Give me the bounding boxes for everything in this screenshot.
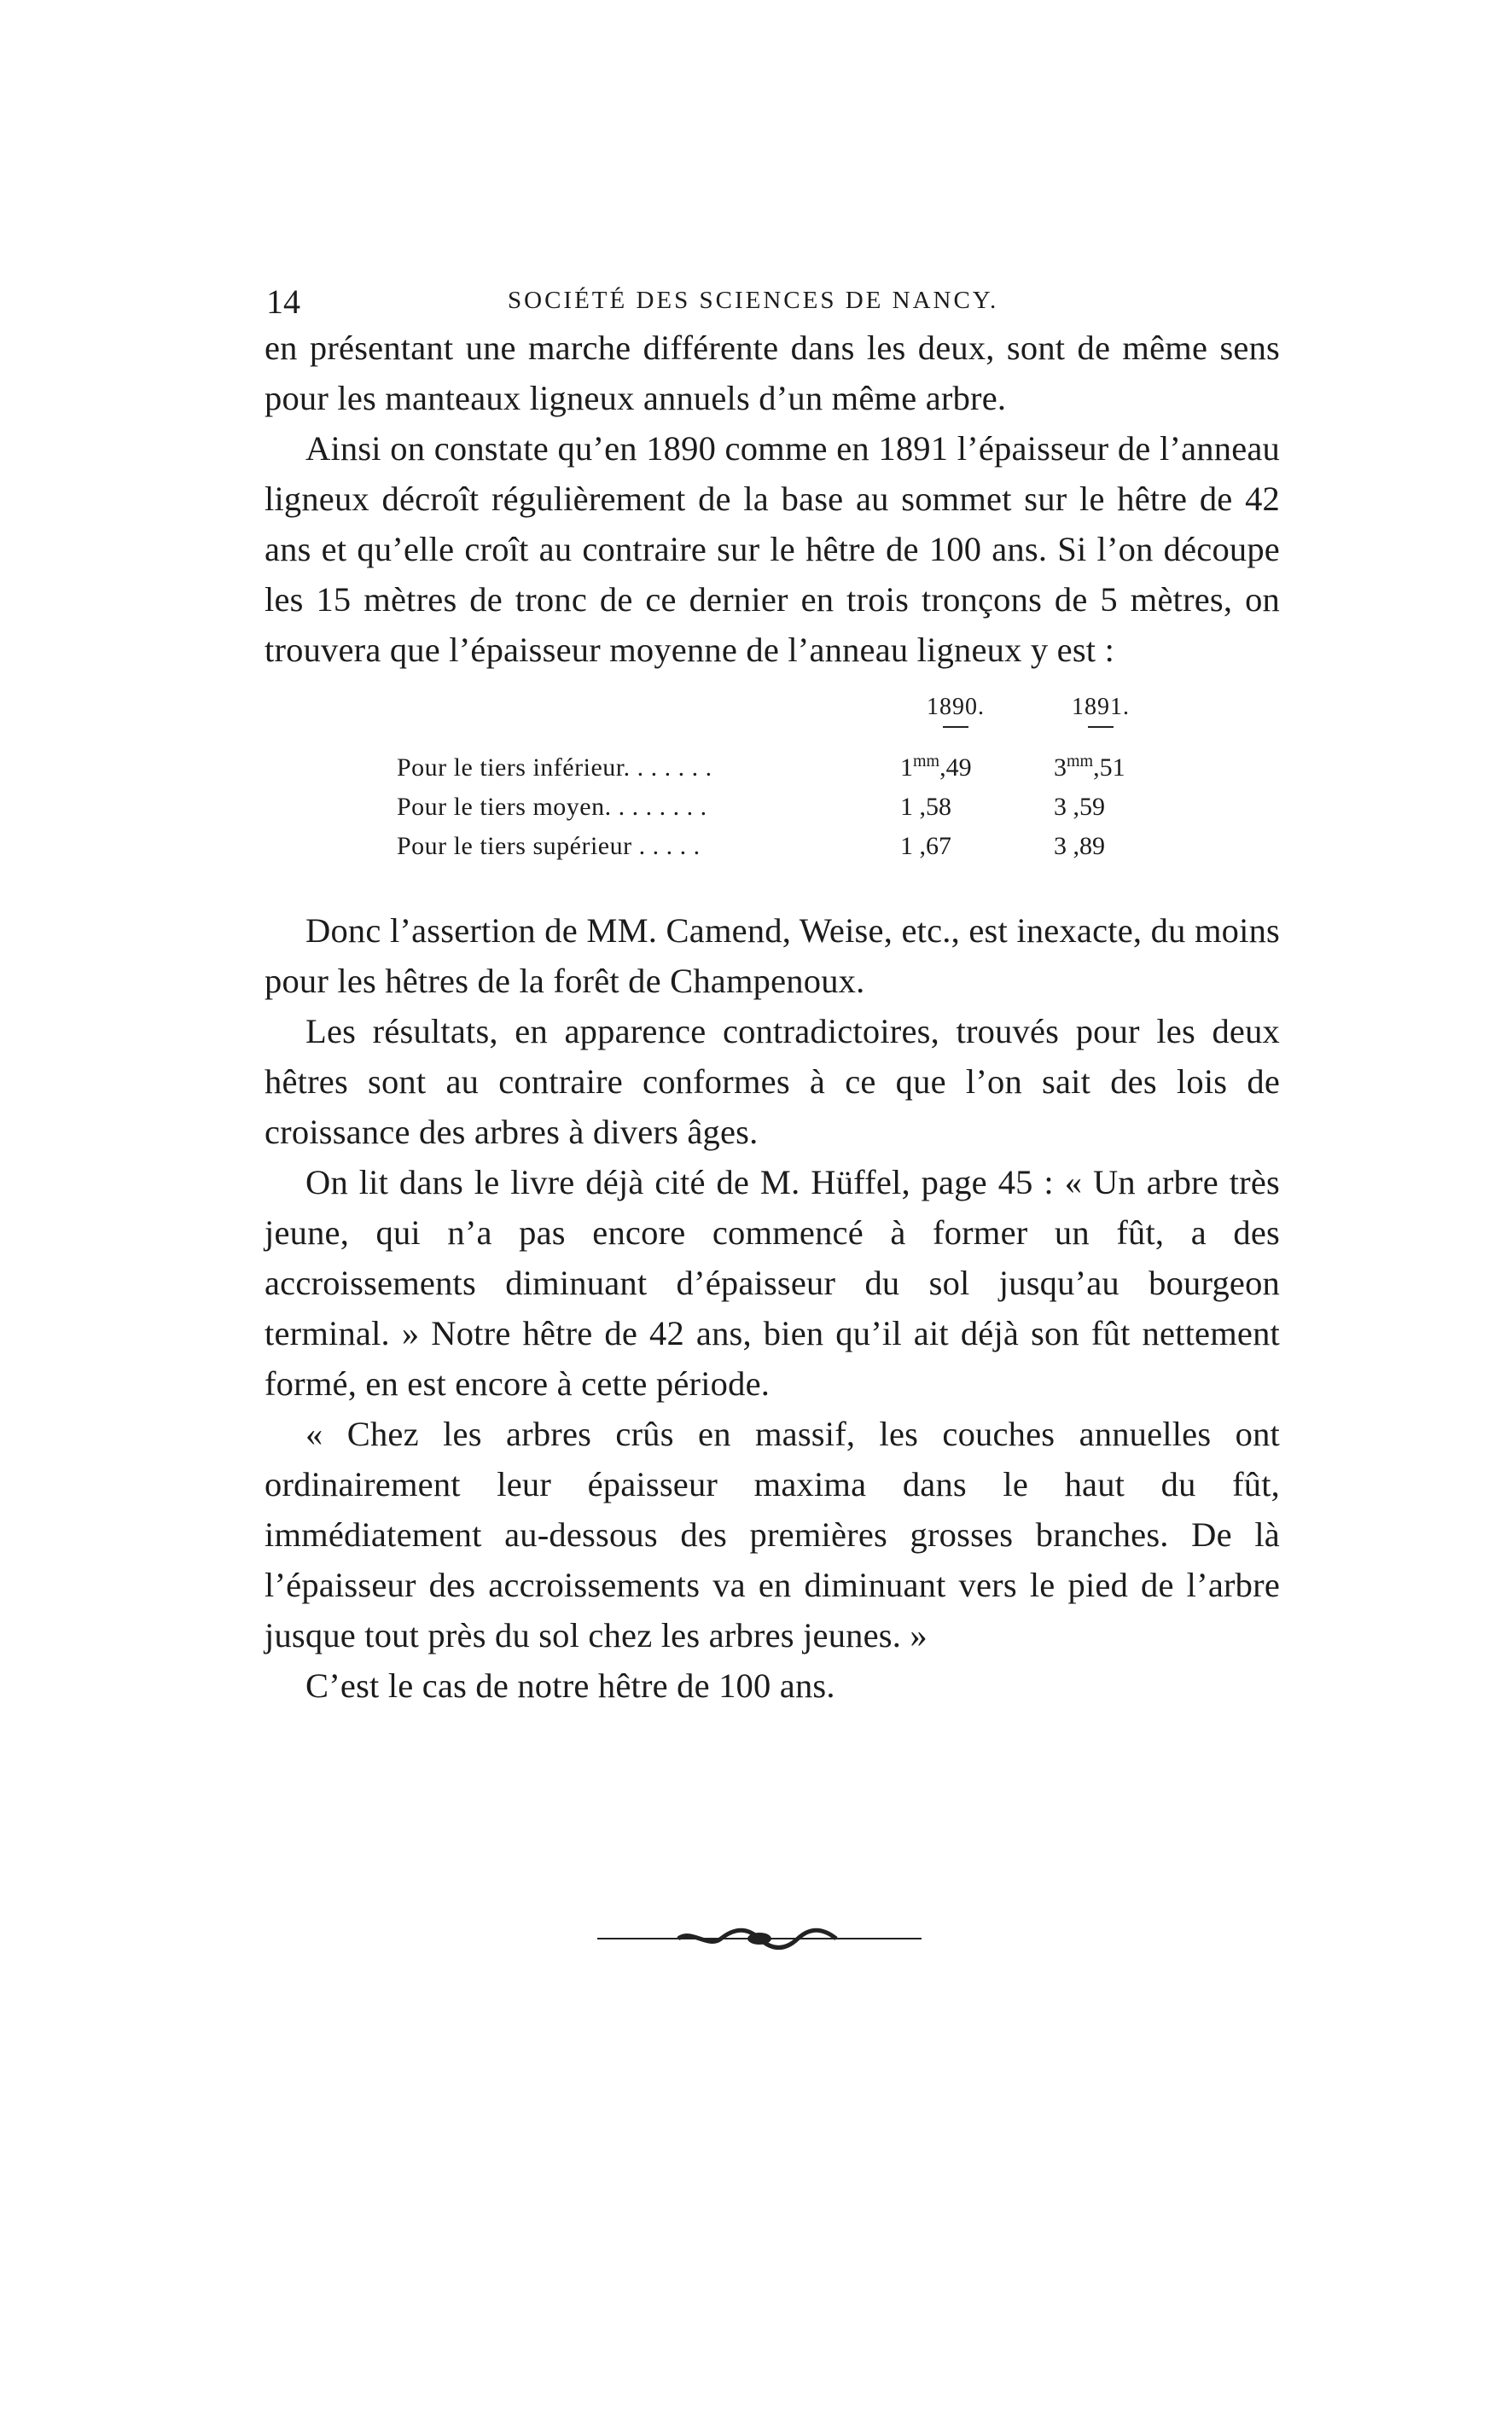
- column-header-1891: 1891.: [1037, 694, 1165, 728]
- row-label: Pour le tiers inférieur. . . . . . .: [397, 753, 712, 782]
- page-header: [265, 282, 1280, 323]
- value-1891: 3 ,89: [1054, 832, 1105, 860]
- body-text-top: [265, 323, 1280, 675]
- page-number: 14: [266, 282, 300, 321]
- value-1890: 1 ,58: [900, 793, 951, 821]
- table-row: [265, 832, 1280, 869]
- paragraph: Ainsi on constate qu’en 1890 comme en 1891 l’épaisseur de l’anneau ligneux décroît régulièrement de la base au sommet sur le hêtre de 42 ans et qu’elle croît au contraire sur le hêtre de 100 ans. Si l’on découpe les 15 mètres de tronc de ce dernier en trois tronçons de 5 mètres, on trouvera que l’épaisseur moyenne de l’anneau ligneux y est :: [265, 429, 1280, 669]
- paragraph: Les résultats, en apparence contradictoires, trouvés pour les deux hêtres sont au contraire conformes à ce que l’on sait des lois de croissance des arbres à divers âges.: [265, 1012, 1280, 1151]
- row-label: Pour le tiers supérieur . . . . .: [397, 832, 701, 860]
- page: [265, 282, 1280, 1711]
- measurement-table: [265, 694, 1280, 880]
- paragraph-continuation: en présentant une marche différente dans les deux, sont de même sens pour les manteaux ligneux annuels d’un même arbre.: [265, 329, 1280, 417]
- value-1891: 3 ,59: [1054, 793, 1105, 821]
- end-ornament-icon: [597, 1920, 922, 1954]
- paragraph: Donc l’assertion de MM. Camend, Weise, etc., est inexacte, du moins pour les hêtres de la forêt de Champenoux.: [265, 911, 1280, 1000]
- column-header-1890: 1890.: [892, 694, 1020, 728]
- body-text-bottom: [265, 905, 1280, 1711]
- running-head: SOCIÉTÉ DES SCIENCES DE NANCY.: [508, 287, 999, 314]
- paragraph: On lit dans le livre déjà cité de M. Hüffel, page 45 : « Un arbre très jeune, qui n’a pas encore commencé à former un fût, a des accroissements diminuant d’épaisseur du sol jusqu’au bourgeon terminal. » Notre hêtre de 42 ans, bien qu’il ait déjà son fût nettement formé, en est encore à cette période.: [265, 1163, 1280, 1403]
- table-row: [265, 793, 1280, 830]
- paragraph: C’est le cas de notre hêtre de 100 ans.: [305, 1666, 835, 1705]
- row-label: Pour le tiers moyen. . . . . . . .: [397, 793, 707, 821]
- value-1890: 1 ,67: [900, 832, 951, 860]
- paragraph: « Chez les arbres crûs en massif, les couches annuelles ont ordinairement leur épaisseur maxima dans le haut du fût, immédiatement au-dessous des premières grosses branches. De là l’épaisseur des accroissements va en diminuant vers le pied de l’arbre jusque tout près du sol chez les arbres jeunes. »: [265, 1415, 1280, 1654]
- table-row: [265, 753, 1280, 791]
- value-1891: $3^{mm},51$: [1054, 752, 1125, 782]
- value-1890: $1^{mm},49$: [900, 752, 972, 782]
